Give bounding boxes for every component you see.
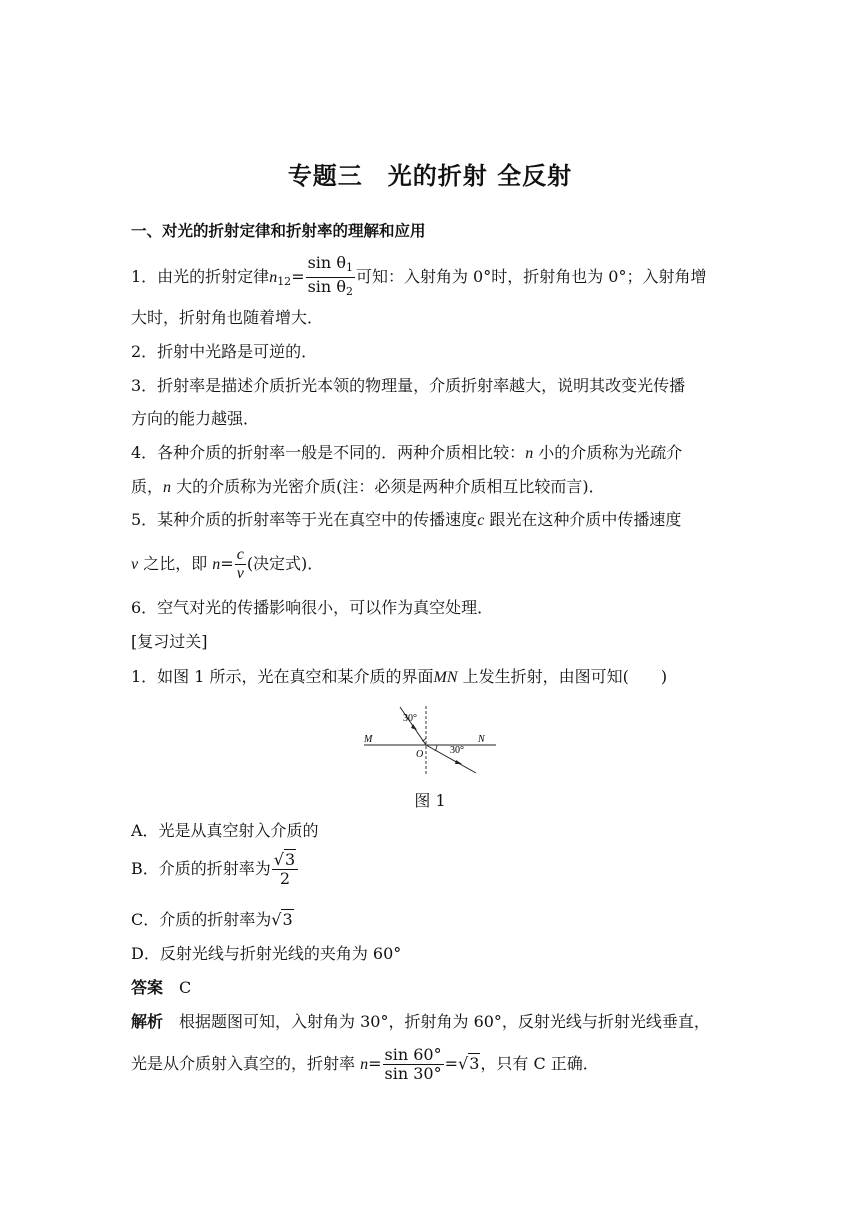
point-3-line-2: 方向的能力越强． [131,409,260,428]
angle-label-top: 30° [403,713,417,724]
option-b: B．介质的折射率为 $\frac{√3}{2}$ [131,851,299,888]
analysis-line-1: 解析 根据题图可知，入射角为 30°，折射角为 60°，反射光线与折射光线垂直， [131,1012,710,1031]
point-1-prefix: 1．由光的折射定律 [131,267,270,286]
equals-sign: = [291,267,305,286]
arrow-lower [455,760,462,764]
option-b-fraction: $\frac{√3}{2}$ [272,851,298,888]
page-title: 专题三 光的折射 全反射 [287,162,573,190]
point-4-line-2: 质，n 大的介质称为光密介质(注：必须是两种介质相互比较而言)． [131,477,605,496]
option-d: D．反射光线与折射光线的夹角为 60° [131,944,402,963]
point-6: 6．空气对光的传播影响很小，可以作为真空处理． [131,598,494,617]
point-2: 2．折射中光路是可逆的． [131,342,318,361]
analysis-label: 解析 [131,1012,164,1031]
answer-line [131,977,191,999]
point-5-line-2: v 之比，即 n= $\frac{c}{v}$ (决定式)． [131,546,324,582]
fraction-denominator: $\sin \theta_2$ [307,277,353,298]
subscript-12: 12 [277,275,292,288]
label-o: O [416,749,424,760]
point-1-line-1 [131,254,707,301]
refraction-diagram [362,704,500,776]
analysis-fraction: $\frac{\sin 60^\circ}{\sin 30^\circ}$ [384,1045,442,1083]
point-1-suffix: 可知：入射角为 0°时，折射角也为 0°；入射角增 [355,267,707,286]
question-1-stem: 1．如图 1 所示，光在真空和某介质的界面MN 上发生折射，由图可知( ) [131,667,668,686]
fraction-numerator: $\sin \theta_1$ [306,254,355,278]
figure-caption: 图 1 [414,791,446,810]
answer-value: C [179,978,192,997]
point-1-line-2: 大时，折射角也随着增大． [131,308,324,327]
answer-label: 答案 [131,978,164,997]
section-heading: 一、对光的折射定律和折射率的理解和应用 [131,222,426,240]
angle-label-right: 30° [450,745,464,756]
option-a: A．光是从真空射入介质的 [131,821,319,840]
point-4-line-1: 4．各种介质的折射率一般是不同的．两种介质相比较：n 小的介质称为光疏介 [131,443,683,462]
review-heading: [复习过关] [131,632,208,651]
var-n: n [269,269,278,286]
option-c: C．介质的折射率为√3 [131,910,293,929]
point-5-line-1: 5．某种介质的折射率等于光在真空中的传播速度c 跟光在这种介质中传播速度 [131,510,682,529]
label-n: N [478,734,485,745]
analysis-line-2: 光是从介质射入真空的，折射率 n= $\frac{\sin 60^\circ}{\sin 30^\circ}$ =√3，只有 C 正确． [131,1045,599,1083]
point-3-line-1: 3．折射率是描述介质折光本领的物理量，介质折射率越大，说明其改变光传播 [131,376,686,395]
speed-ratio-fraction: $\frac{c}{v}$ [236,546,244,582]
snell-fraction [306,254,355,301]
angle-arc-right [435,745,437,751]
label-m: M [364,734,373,745]
